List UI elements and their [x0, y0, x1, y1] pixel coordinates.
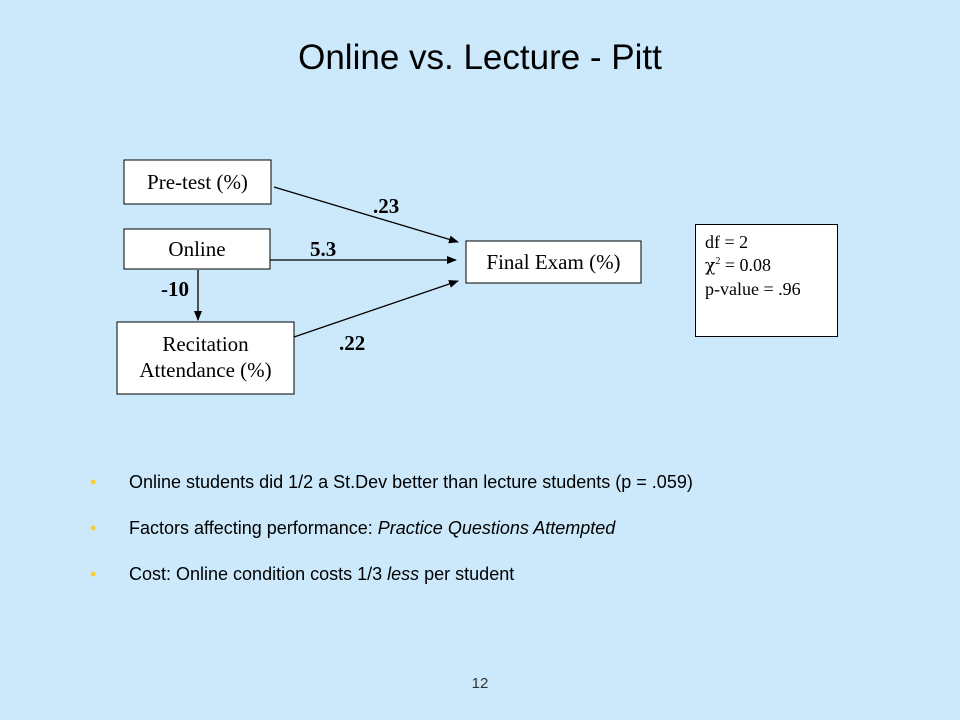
- node-recitation: [117, 322, 294, 394]
- bullet-text: Cost: Online condition costs 1/3: [129, 564, 388, 584]
- bullet-list: [90, 472, 910, 610]
- stat-df: df = 2: [705, 232, 749, 252]
- bullet-text-italic: Practice Questions Attempted: [377, 518, 616, 538]
- bullet-text: Factors affecting performance:: [129, 518, 378, 538]
- stat-p-value: p-value = .96: [705, 279, 801, 299]
- coef-online-to-recitation: -10: [161, 277, 189, 301]
- bullet-item-online-performance: [90, 472, 910, 495]
- node-online-label: Online: [168, 237, 226, 261]
- node-pretest: [124, 160, 271, 204]
- page-number: 12: [471, 675, 489, 692]
- bullet-item-factors: [90, 518, 910, 541]
- node-online: [124, 229, 270, 269]
- coef-pretest-to-final: .23: [373, 194, 400, 218]
- bullet-marker: •: [90, 472, 97, 492]
- bullet-text: per student: [419, 564, 515, 584]
- slide-title: Online vs. Lecture - Pitt: [298, 38, 662, 77]
- bullet-text: Online students did 1/2 a St.Dev better than lecture students (p = .059): [129, 472, 693, 492]
- chi-superscript: 2: [715, 256, 721, 267]
- arrow-recitation-to-final: [294, 281, 458, 337]
- coef-online-to-final: 5.3: [310, 237, 337, 261]
- fit-statistics-box: [695, 224, 838, 337]
- node-pretest-label: Pre-test (%): [147, 170, 248, 194]
- stat-chi-square: [705, 254, 837, 278]
- node-recitation-label-line2: Attendance (%): [139, 358, 272, 382]
- chi-symbol: χ: [705, 256, 716, 276]
- arrow-pretest-to-final: [274, 187, 458, 242]
- bullet-marker: •: [90, 564, 97, 584]
- node-final-exam: [466, 241, 641, 283]
- chi-value: = 0.08: [720, 255, 771, 275]
- bullet-text-italic: less: [387, 564, 420, 584]
- node-final-exam-label: Final Exam (%): [486, 250, 621, 274]
- bullet-item-cost: [90, 564, 910, 587]
- coef-recitation-to-final: .22: [339, 331, 366, 355]
- node-recitation-label-line1: Recitation: [162, 332, 249, 356]
- bullet-marker: •: [90, 518, 97, 538]
